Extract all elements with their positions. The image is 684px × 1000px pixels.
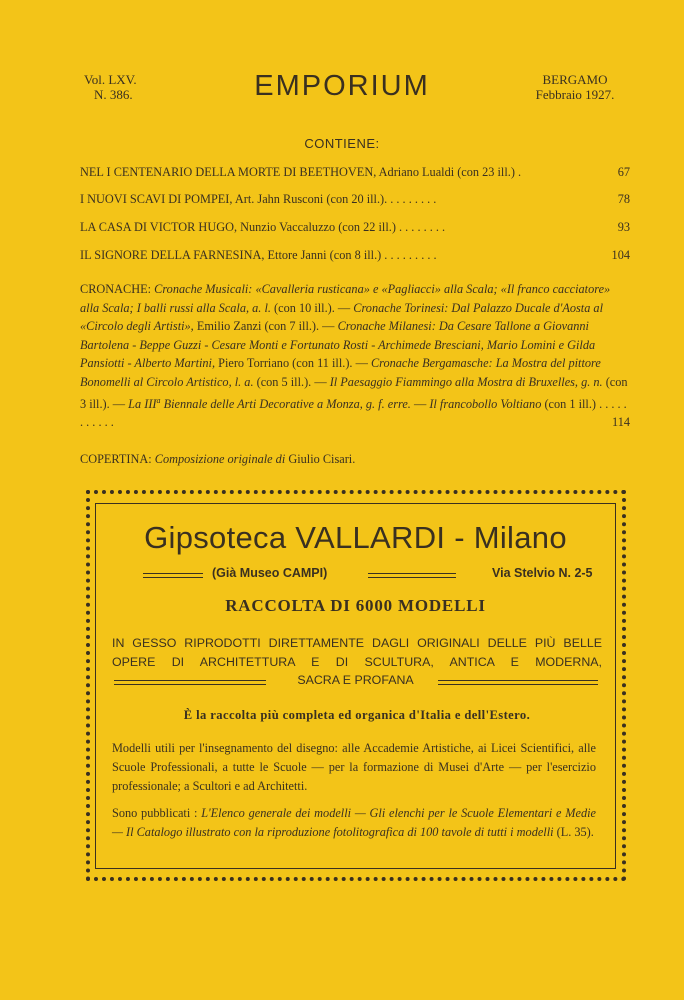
cronache-ill-count: (con 10 ill.). — <box>274 300 351 315</box>
cronache-author: Piero Torriano (con 11 ill.). — <box>218 356 368 371</box>
ad-rule <box>438 680 598 685</box>
toc-entry-text: I NUOVI SCAVI DI POMPEI, Art. Jahn Rusconi (con 20 ill.). . . . . . . . . <box>80 192 437 206</box>
toc-entry-text: NEL I CENTENARIO DELLA MORTE DI BEETHOVEN, Adriano Lualdi (con 23 ill.) . <box>80 165 522 179</box>
ad-gesso: IN GESSO RIPRODOTTI DIRETTAMENTE DAGLI ORIGINALI DELLE PIÙ BELLE OPERE DI ARCHITETTURA E DI SCULTURA, ANTICA E MODERNA, <box>112 636 602 669</box>
ad-pubblicati-price: (L. 35). <box>556 825 594 839</box>
ad-completa: È la raccolta più completa ed organica d'Italia e dell'Estero. <box>183 708 531 722</box>
toc-entry <box>80 165 630 180</box>
cronache-francobollo: Il francobollo Voltiano <box>429 396 542 411</box>
toc-entry <box>80 192 630 207</box>
copertina-label: COPERTINA: <box>80 452 152 466</box>
cronache-bergamasche: Cronache Bergamasche: La Mostra del pittore Bonomelli al Circolo Artistico, l. a. <box>80 356 601 389</box>
cronache-torinesi: Cronache Torinesi: Dal Palazzo Ducale d'Aosta al «Circolo degli Artisti», <box>80 300 603 334</box>
toc-entry-page: 104 <box>608 248 630 263</box>
biennale-title: Biennale delle Arti Decorative a Monza, g. f. erre. <box>163 396 411 411</box>
ad-sacra: SACRA E PROFANA <box>297 673 414 687</box>
copertina-description: Composizione originale di <box>154 452 286 466</box>
cronache-paesaggio: Il Paesaggio Fiammingo alla Mostra di Bruxelles, g. n. <box>329 374 603 389</box>
contents-heading: CONTIENE: <box>304 136 380 151</box>
ad-pubblicati-label: Sono pubblicati : <box>112 806 198 820</box>
cronache-label: CRONACHE: <box>80 282 152 296</box>
ad-address: Via Stelvio N. 2-5 <box>492 566 593 580</box>
ad-pubblicati-list: L'Elenco generale dei modelli — Gli elenchi per le Scuole Elementari e Medie — Il Catalogo illustrato con la riproduzione fotolitografica di 100 tavole di tutti i modelli <box>112 806 596 839</box>
toc-entry-page: 78 <box>614 192 630 207</box>
ad-rule <box>368 573 456 578</box>
copertina-artist: Giulio Cisari. <box>288 452 356 466</box>
cronache-author: Emilio Zanzi (con 7 ill.). — <box>196 319 335 334</box>
ad-rule <box>143 573 203 578</box>
biennale-ordinal: La III <box>128 396 157 411</box>
cronache-dash: — <box>413 396 427 411</box>
toc-entry <box>80 248 630 263</box>
publication-info <box>520 72 630 102</box>
ad-title: Gipsoteca VALLARDI - Milano <box>144 520 567 555</box>
volume-number: Vol. LXV. <box>84 72 137 87</box>
toc-entry-page: 67 <box>614 165 630 180</box>
cronache-milanesi: Cronache Milanesi: Da Cesare Tallone a Giovanni Bartolena - Beppe Guzzi - Cesare Monti e Fortunato Rosti - Archimede Bresciani, Mario Lomini e Gilda Pansiotti - Alberto Martini, <box>80 319 596 371</box>
cronache-ill-count: (con 5 ill.). — <box>256 374 327 389</box>
cronache-page: 114 <box>612 415 630 430</box>
cronache-ill-count: (con 3 ill.). — <box>80 374 628 411</box>
magazine-title: EMPORIUM <box>254 70 430 102</box>
publication-date: Febbraio 1927. <box>535 87 615 102</box>
ad-modelli: Modelli utili per l'insegnamento del disegno: alle Accademie Artistiche, ai Licei Scientifici, alle Scuole Professionali, a tutte le Scuole — per la formazione di Musei d'Arte — per l'esercizio professionale; a Scultori e ad Architetti. <box>112 741 596 794</box>
issue-number: N. 386. <box>94 87 133 102</box>
cronache-biennale <box>128 397 411 411</box>
cronache-musicali: Cronache Musicali: «Cavalleria rusticana» e «Pagliacci» alla Scala; «Il franco cacciatore» alla Scala; I balli russi alla Scala, a. l. <box>80 282 611 315</box>
ad-museo: (Già Museo CAMPI) <box>212 566 328 580</box>
toc-entry <box>80 220 630 235</box>
biennale-ordinal-sup: a <box>156 395 161 405</box>
toc-entry-text: LA CASA DI VICTOR HUGO, Nunzio Vaccaluzzo (con 22 ill.) . . . . . . . . <box>80 220 446 234</box>
toc-entry-text: IL SIGNORE DELLA FARNESINA, Ettore Janni (con 8 ill.) . . . . . . . . . <box>80 248 437 262</box>
cronache-ill-count: (con 1 ill.) . . . . . . . . . . . <box>80 396 627 430</box>
ad-raccolta: RACCOLTA DI 6000 MODELLI <box>225 596 486 615</box>
copertina-entry <box>80 452 630 467</box>
toc-entry-page: 93 <box>614 220 630 235</box>
ad-pubblicati <box>112 804 596 842</box>
publication-city: BERGAMO <box>542 72 608 87</box>
cronache-entry <box>80 280 630 432</box>
